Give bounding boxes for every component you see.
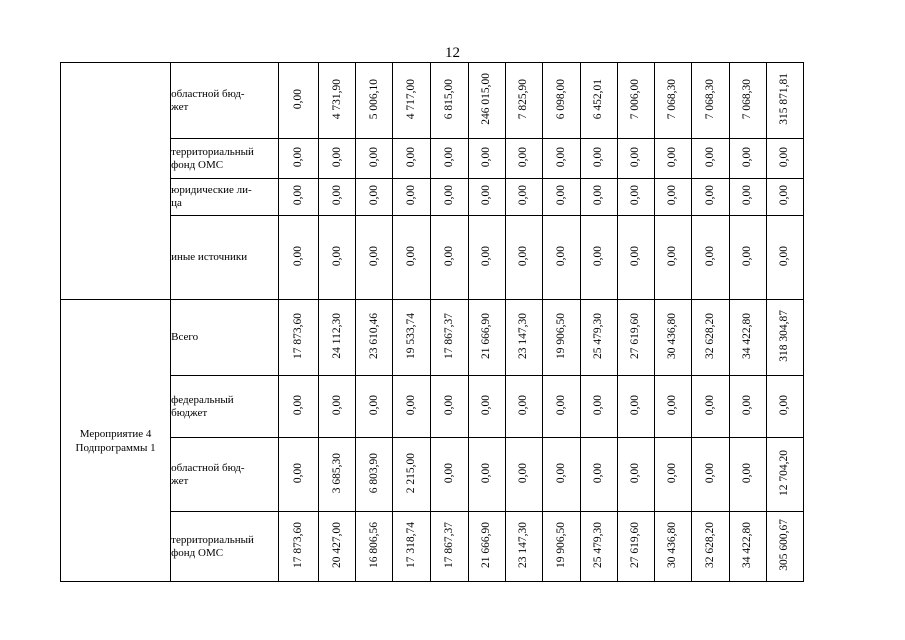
value-cell <box>279 512 319 582</box>
value-text: 6 815,00 <box>442 78 455 120</box>
value-text: 305 600,67 <box>778 519 791 571</box>
value-text: 0,00 <box>330 185 343 206</box>
value-cell <box>654 216 691 300</box>
value-text: 0,00 <box>480 245 493 267</box>
value-cell <box>279 438 319 512</box>
value-cell <box>319 438 356 512</box>
value-text: 12 704,20 <box>778 450 791 496</box>
value-text: 0,00 <box>367 245 380 267</box>
value-cell <box>319 512 356 582</box>
value-text: 0,00 <box>629 245 642 267</box>
funding-source-cell: областной бюд- жет <box>171 438 279 512</box>
value-cell <box>468 63 505 139</box>
value-cell <box>356 139 393 179</box>
value-text: 0,00 <box>330 394 343 416</box>
value-text: 16 806,56 <box>367 522 380 568</box>
value-cell <box>393 139 431 179</box>
value-text: 32 628,20 <box>703 522 716 568</box>
value-cell <box>691 179 729 216</box>
value-text: 6 452,01 <box>592 78 605 120</box>
value-text: 5 006,10 <box>367 78 380 120</box>
value-text: 0,00 <box>703 245 716 267</box>
value-text: 0,00 <box>517 245 530 267</box>
value-text: 0,00 <box>442 394 455 416</box>
value-cell <box>617 179 654 216</box>
value-cell <box>356 300 393 376</box>
value-text: 0,00 <box>554 245 567 267</box>
value-text: 30 436,80 <box>666 522 679 568</box>
value-cell <box>542 179 580 216</box>
value-cell <box>580 139 617 179</box>
value-text: 21 666,90 <box>480 522 493 568</box>
funding-source-cell: федеральный бюджет <box>171 376 279 438</box>
value-cell <box>617 300 654 376</box>
value-cell <box>691 216 729 300</box>
value-text: 17 873,60 <box>292 313 305 359</box>
value-cell <box>691 139 729 179</box>
value-text: 0,00 <box>741 245 754 267</box>
value-cell <box>505 179 542 216</box>
value-text: 0,00 <box>517 462 530 484</box>
value-cell <box>431 512 468 582</box>
value-cell <box>691 300 729 376</box>
value-text: 4 717,00 <box>405 78 418 120</box>
value-text: 0,00 <box>629 394 642 416</box>
value-cell <box>319 216 356 300</box>
value-cell <box>729 512 766 582</box>
value-text: 17 867,37 <box>442 313 455 359</box>
value-text: 27 619,60 <box>629 522 642 568</box>
value-cell <box>580 438 617 512</box>
value-text: 0,00 <box>292 394 305 416</box>
value-cell <box>279 300 319 376</box>
value-cell <box>766 179 803 216</box>
value-cell <box>356 179 393 216</box>
value-text: 2 215,00 <box>405 452 418 494</box>
value-text: 0,00 <box>517 146 530 168</box>
value-text: 0,00 <box>517 394 530 416</box>
value-text: 0,00 <box>292 146 305 168</box>
table-row <box>61 179 839 216</box>
value-cell <box>468 376 505 438</box>
value-text: 0,00 <box>592 394 605 416</box>
value-cell <box>468 438 505 512</box>
value-text: 0,00 <box>330 146 343 168</box>
value-text: 7 006,00 <box>629 78 642 120</box>
table-row <box>61 300 839 376</box>
value-text: 17 867,37 <box>442 522 455 568</box>
value-cell <box>766 216 803 300</box>
value-cell <box>580 63 617 139</box>
value-cell <box>542 216 580 300</box>
value-text: 7 068,30 <box>703 78 716 120</box>
value-cell <box>766 376 803 438</box>
value-cell <box>356 216 393 300</box>
value-text: 3 685,30 <box>330 452 343 494</box>
value-text: 0,00 <box>405 185 418 206</box>
value-cell <box>279 179 319 216</box>
value-text: 7 068,30 <box>741 78 754 120</box>
value-text: 0,00 <box>517 185 530 206</box>
value-cell <box>542 63 580 139</box>
value-text: 4 731,90 <box>330 78 343 120</box>
measure-cell: Мероприятие 4 Подпрограммы 1 <box>61 300 171 582</box>
table-row <box>61 139 839 179</box>
value-cell <box>356 438 393 512</box>
value-cell <box>319 376 356 438</box>
value-text: 246 015,00 <box>480 73 493 125</box>
value-text: 23 610,46 <box>367 313 380 359</box>
value-text: 0,00 <box>666 394 679 416</box>
value-cell <box>279 376 319 438</box>
value-text: 0,00 <box>367 185 380 206</box>
value-text: 0,00 <box>703 146 716 168</box>
value-text: 0,00 <box>367 394 380 416</box>
value-text: 21 666,90 <box>480 313 493 359</box>
value-text: 23 147,30 <box>517 522 530 568</box>
funding-source-cell: территориальный фонд ОМС <box>171 512 279 582</box>
value-text: 6 098,00 <box>554 78 567 120</box>
measure-cell <box>61 63 171 300</box>
value-cell <box>431 300 468 376</box>
value-text: 0,00 <box>703 394 716 416</box>
value-cell <box>617 63 654 139</box>
value-cell <box>691 376 729 438</box>
value-cell <box>393 63 431 139</box>
value-cell <box>729 139 766 179</box>
value-text: 20 427,00 <box>330 522 343 568</box>
value-cell <box>279 139 319 179</box>
value-text: 30 436,80 <box>666 313 679 359</box>
value-text: 7 068,30 <box>666 78 679 120</box>
value-cell <box>468 139 505 179</box>
value-text: 23 147,30 <box>517 313 530 359</box>
value-text: 0,00 <box>741 146 754 168</box>
value-cell <box>505 63 542 139</box>
value-cell <box>542 512 580 582</box>
value-text: 0,00 <box>554 394 567 416</box>
value-cell <box>580 216 617 300</box>
value-cell <box>431 179 468 216</box>
value-cell <box>729 376 766 438</box>
value-text: 0,00 <box>592 146 605 168</box>
value-cell <box>580 179 617 216</box>
value-text: 0,00 <box>741 185 754 206</box>
value-cell <box>654 376 691 438</box>
table-row <box>61 63 839 139</box>
value-cell <box>766 512 803 582</box>
value-text: 0,00 <box>741 462 754 484</box>
value-cell <box>729 63 766 139</box>
value-cell <box>393 216 431 300</box>
value-cell <box>468 300 505 376</box>
value-cell <box>356 63 393 139</box>
value-text: 0,00 <box>629 185 642 206</box>
value-text: 19 906,50 <box>554 522 567 568</box>
value-cell <box>431 216 468 300</box>
value-cell <box>505 376 542 438</box>
value-cell <box>729 300 766 376</box>
value-cell <box>431 376 468 438</box>
value-text: 0,00 <box>778 185 791 206</box>
value-text: 0,00 <box>666 462 679 484</box>
value-cell <box>505 512 542 582</box>
value-text: 25 479,30 <box>592 522 605 568</box>
value-cell <box>431 139 468 179</box>
funding-source-cell: Всего <box>171 300 279 376</box>
value-text: 0,00 <box>554 462 567 484</box>
funding-source-cell: территориальный фонд ОМС <box>171 139 279 179</box>
value-cell <box>393 376 431 438</box>
value-cell <box>393 300 431 376</box>
value-cell <box>766 438 803 512</box>
value-cell <box>729 438 766 512</box>
value-cell <box>319 300 356 376</box>
budget-table <box>60 62 839 582</box>
value-cell <box>393 179 431 216</box>
value-text: 27 619,60 <box>629 313 642 359</box>
value-text: 0,00 <box>292 245 305 267</box>
value-cell <box>766 63 803 139</box>
value-text: 6 803,90 <box>367 452 380 494</box>
value-text: 0,00 <box>442 462 455 484</box>
value-cell <box>766 300 803 376</box>
value-text: 0,00 <box>405 394 418 416</box>
value-cell <box>729 179 766 216</box>
value-text: 0,00 <box>741 394 754 416</box>
value-text: 0,00 <box>480 394 493 416</box>
value-text: 0,00 <box>778 245 791 267</box>
value-text: 0,00 <box>592 185 605 206</box>
value-text: 0,00 <box>703 185 716 206</box>
value-text: 0,00 <box>442 185 455 206</box>
value-cell <box>393 512 431 582</box>
value-cell <box>542 139 580 179</box>
value-text: 0,00 <box>592 245 605 267</box>
value-cell <box>654 512 691 582</box>
value-cell <box>654 179 691 216</box>
value-text: 0,00 <box>480 185 493 206</box>
value-cell <box>542 438 580 512</box>
value-cell <box>691 63 729 139</box>
value-cell <box>356 376 393 438</box>
value-text: 19 533,74 <box>405 313 418 359</box>
value-cell <box>617 216 654 300</box>
value-cell <box>319 179 356 216</box>
value-text: 0,00 <box>442 146 455 168</box>
value-text: 17 318,74 <box>405 522 418 568</box>
value-text: 0,00 <box>778 394 791 416</box>
funding-source-cell: иные источники <box>171 216 279 300</box>
value-text: 0,00 <box>554 185 567 206</box>
value-cell <box>505 438 542 512</box>
value-text: 0,00 <box>666 185 679 206</box>
value-cell <box>468 512 505 582</box>
value-text: 0,00 <box>330 245 343 267</box>
value-cell <box>766 139 803 179</box>
value-text: 315 871,81 <box>778 73 791 125</box>
funding-source-cell: юридические ли- ца <box>171 179 279 216</box>
value-cell <box>617 512 654 582</box>
value-text: 17 873,60 <box>292 522 305 568</box>
value-cell <box>691 512 729 582</box>
value-cell <box>505 216 542 300</box>
value-text: 24 112,30 <box>330 313 343 359</box>
value-cell <box>654 438 691 512</box>
value-cell <box>431 63 468 139</box>
value-cell <box>654 139 691 179</box>
value-text: 0,00 <box>292 88 305 110</box>
value-text: 0,00 <box>367 146 380 168</box>
value-cell <box>617 139 654 179</box>
value-cell <box>431 438 468 512</box>
table-row <box>61 216 839 300</box>
value-text: 0,00 <box>292 462 305 484</box>
value-cell <box>654 300 691 376</box>
value-cell <box>691 438 729 512</box>
value-text: 25 479,30 <box>592 313 605 359</box>
value-text: 0,00 <box>480 146 493 168</box>
table-row <box>61 512 839 582</box>
value-text: 32 628,20 <box>703 313 716 359</box>
value-cell <box>468 179 505 216</box>
value-cell <box>617 438 654 512</box>
value-cell <box>468 216 505 300</box>
value-text: 0,00 <box>629 146 642 168</box>
value-text: 0,00 <box>442 245 455 267</box>
value-text: 0,00 <box>592 462 605 484</box>
value-cell <box>580 512 617 582</box>
value-text: 0,00 <box>405 245 418 267</box>
value-cell <box>654 63 691 139</box>
value-text: 0,00 <box>703 462 716 484</box>
value-cell <box>542 376 580 438</box>
value-cell <box>279 63 319 139</box>
value-text: 0,00 <box>554 146 567 168</box>
value-cell <box>505 300 542 376</box>
value-text: 0,00 <box>666 146 679 168</box>
value-cell <box>393 438 431 512</box>
value-text: 0,00 <box>480 462 493 484</box>
value-cell <box>279 216 319 300</box>
value-text: 318 304,87 <box>778 310 791 362</box>
value-text: 0,00 <box>292 185 305 206</box>
table-row <box>61 438 839 512</box>
value-cell <box>356 512 393 582</box>
value-cell <box>505 139 542 179</box>
table-row <box>61 376 839 438</box>
value-cell <box>580 376 617 438</box>
value-cell <box>617 376 654 438</box>
value-text: 0,00 <box>666 245 679 267</box>
value-text: 34 422,80 <box>741 522 754 568</box>
value-text: 7 825,90 <box>517 78 530 120</box>
value-cell <box>319 139 356 179</box>
value-text: 0,00 <box>778 146 791 168</box>
value-cell <box>542 300 580 376</box>
value-cell <box>319 63 356 139</box>
funding-source-cell: областной бюд- жет <box>171 63 279 139</box>
value-text: 19 906,50 <box>554 313 567 359</box>
page-number: 12 <box>445 45 460 61</box>
value-text: 34 422,80 <box>741 313 754 359</box>
value-text: 0,00 <box>405 146 418 168</box>
value-text: 0,00 <box>629 462 642 484</box>
value-cell <box>580 300 617 376</box>
value-cell <box>729 216 766 300</box>
